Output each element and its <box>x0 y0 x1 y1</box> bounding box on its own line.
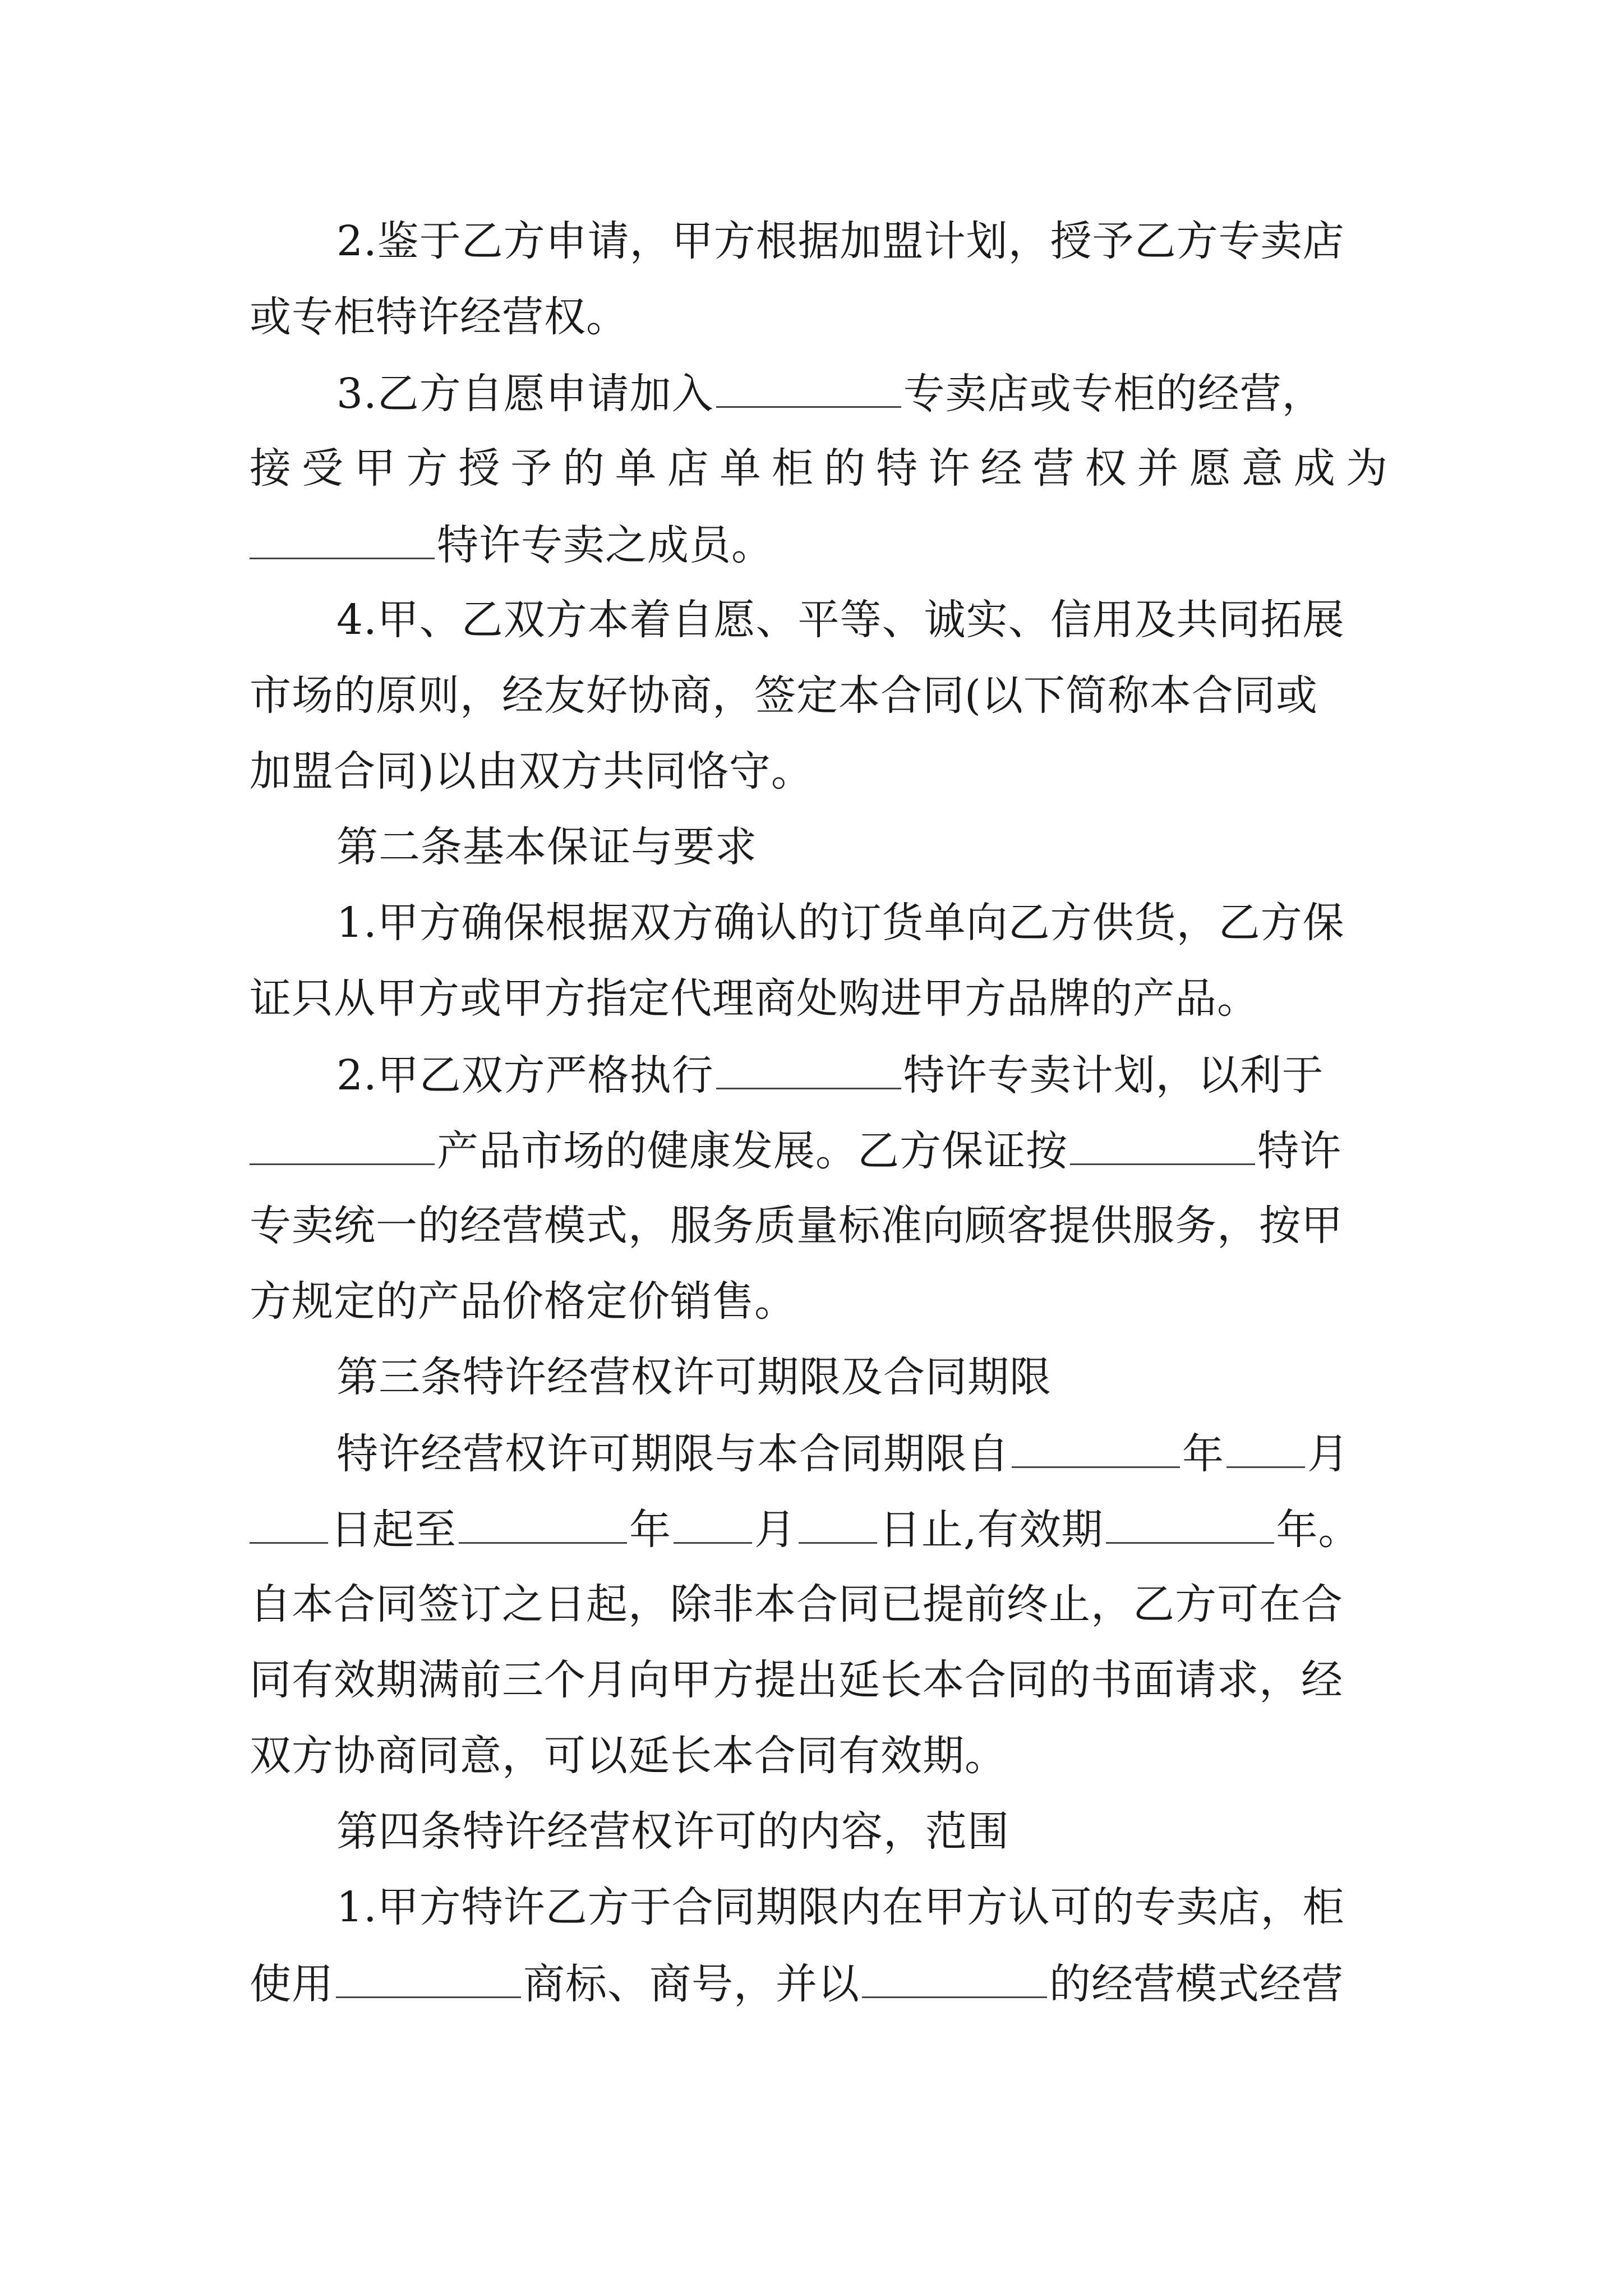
fill-in-blank[interactable] <box>1012 1425 1180 1468</box>
paragraph-line: 方规定的产品价格定价销售。 <box>250 1277 796 1326</box>
fill-in-blank[interactable] <box>716 1046 901 1089</box>
paragraph-line: 同有效期满前三个月向甲方提出延长本合同的书面请求，经 <box>250 1656 1343 1704</box>
paragraph-line <box>250 516 1388 572</box>
text-segment: 年 <box>1182 1430 1224 1478</box>
paragraph-line: 自本合同签订之日起，除非本合同已提前终止，乙方可在合 <box>250 1580 1343 1628</box>
character: 予 <box>510 444 553 493</box>
text-segment: 特许专卖之成员。 <box>437 521 773 569</box>
character: 单 <box>615 444 657 493</box>
text-segment: 日止,有效期 <box>879 1506 1104 1554</box>
character: 经 <box>980 444 1023 493</box>
paragraph-line: 加盟合同)以由双方共同恪守。 <box>250 747 813 795</box>
text-segment: 日起至 <box>330 1506 457 1554</box>
fill-in-blank[interactable] <box>1227 1425 1305 1468</box>
paragraph-line: 或专柜特许经营权。 <box>250 293 628 341</box>
character: 单 <box>719 444 762 493</box>
paragraph-line: 专卖统一的经营模式，服务质量标准向顾客提供服务，按甲 <box>250 1202 1343 1250</box>
paragraph-line <box>250 1122 1388 1178</box>
paragraph-line <box>250 1955 1388 2011</box>
text-segment: 使用 <box>250 1960 334 2008</box>
text-segment: 2.甲乙双方严格执行 <box>336 1051 714 1099</box>
paragraph-line: 双方协商同意，可以延长本合同有效期。 <box>250 1732 1007 1780</box>
paragraph-line: 证只从甲方或甲方指定代理商处购进甲方品牌的产品。 <box>250 974 1259 1023</box>
text-segment: 的经营模式经营 <box>1049 1960 1344 2008</box>
text-segment: 月 <box>754 1506 796 1554</box>
text-segment: 特许经营权许可期限与本合同期限自 <box>336 1430 1009 1478</box>
character: 成 <box>1293 444 1336 493</box>
fill-in-blank[interactable] <box>250 1122 435 1165</box>
fill-in-blank[interactable] <box>250 516 435 559</box>
fill-in-blank[interactable] <box>674 1501 752 1544</box>
character: 受 <box>302 444 344 493</box>
character: 店 <box>667 444 709 493</box>
character: 的 <box>562 444 605 493</box>
character: 甲 <box>354 444 396 493</box>
paragraph-line <box>336 1425 1388 1481</box>
character: 柜 <box>771 444 814 493</box>
fill-in-blank[interactable] <box>1106 1501 1274 1544</box>
fill-in-blank[interactable] <box>459 1501 627 1544</box>
text-segment: 商标、商号，并以 <box>523 1960 860 2008</box>
fill-in-blank[interactable] <box>250 1501 328 1544</box>
fill-in-blank[interactable] <box>336 1955 521 1998</box>
paragraph-line: 1.甲方特许乙方于合同期限内在甲方认可的专卖店，柜 <box>336 1883 1345 1931</box>
fill-in-blank[interactable] <box>799 1501 877 1544</box>
character: 方 <box>406 444 449 493</box>
text-segment: 3.乙方自愿申请加入 <box>336 370 714 418</box>
paragraph-line: 1.甲方确保根据双方确认的订货单向乙方供货，乙方保 <box>336 899 1345 947</box>
paragraph-line: 2.鉴于乙方申请，甲方根据加盟计划，授予乙方专卖店 <box>336 217 1345 265</box>
text-segment: 特许专卖计划，以利于 <box>903 1051 1324 1099</box>
paragraph-line <box>336 1046 1388 1102</box>
paragraph-line <box>336 365 1388 421</box>
section-heading: 第二条基本保证与要求 <box>336 823 757 871</box>
text-segment: 特许 <box>1257 1127 1341 1175</box>
text-segment: 产品市场的健康发展。乙方保证按 <box>437 1127 1068 1175</box>
section-heading: 第四条特许经营权许可的内容，范围 <box>336 1807 1009 1856</box>
character: 营 <box>1032 444 1075 493</box>
section-heading: 第三条特许经营权许可期限及合同期限 <box>336 1353 1052 1401</box>
paragraph-line <box>250 1501 1388 1557</box>
text-segment: 年 <box>629 1506 671 1554</box>
character: 特 <box>876 444 919 493</box>
character: 为 <box>1345 444 1388 493</box>
paragraph-line <box>250 440 1388 496</box>
character: 权 <box>1085 444 1127 493</box>
character: 意 <box>1241 444 1284 493</box>
character: 的 <box>824 444 866 493</box>
character: 愿 <box>1189 444 1232 493</box>
paragraph-line: 市场的原则，经友好协商，签定本合同(以下简称本合同或 <box>250 671 1318 720</box>
fill-in-blank[interactable] <box>862 1955 1047 1998</box>
character: 并 <box>1137 444 1179 493</box>
fill-in-blank[interactable] <box>716 365 901 408</box>
fill-in-blank[interactable] <box>1070 1122 1255 1165</box>
text-segment: 专卖店或专柜的经营， <box>903 370 1324 418</box>
character: 许 <box>928 444 971 493</box>
paragraph-line: 4.甲、乙双方本着自愿、平等、诚实、信用及共同拓展 <box>336 596 1345 644</box>
character: 授 <box>458 444 501 493</box>
text-segment: 月 <box>1307 1430 1349 1478</box>
text-segment: 年。 <box>1276 1506 1361 1554</box>
character: 接 <box>250 444 292 493</box>
